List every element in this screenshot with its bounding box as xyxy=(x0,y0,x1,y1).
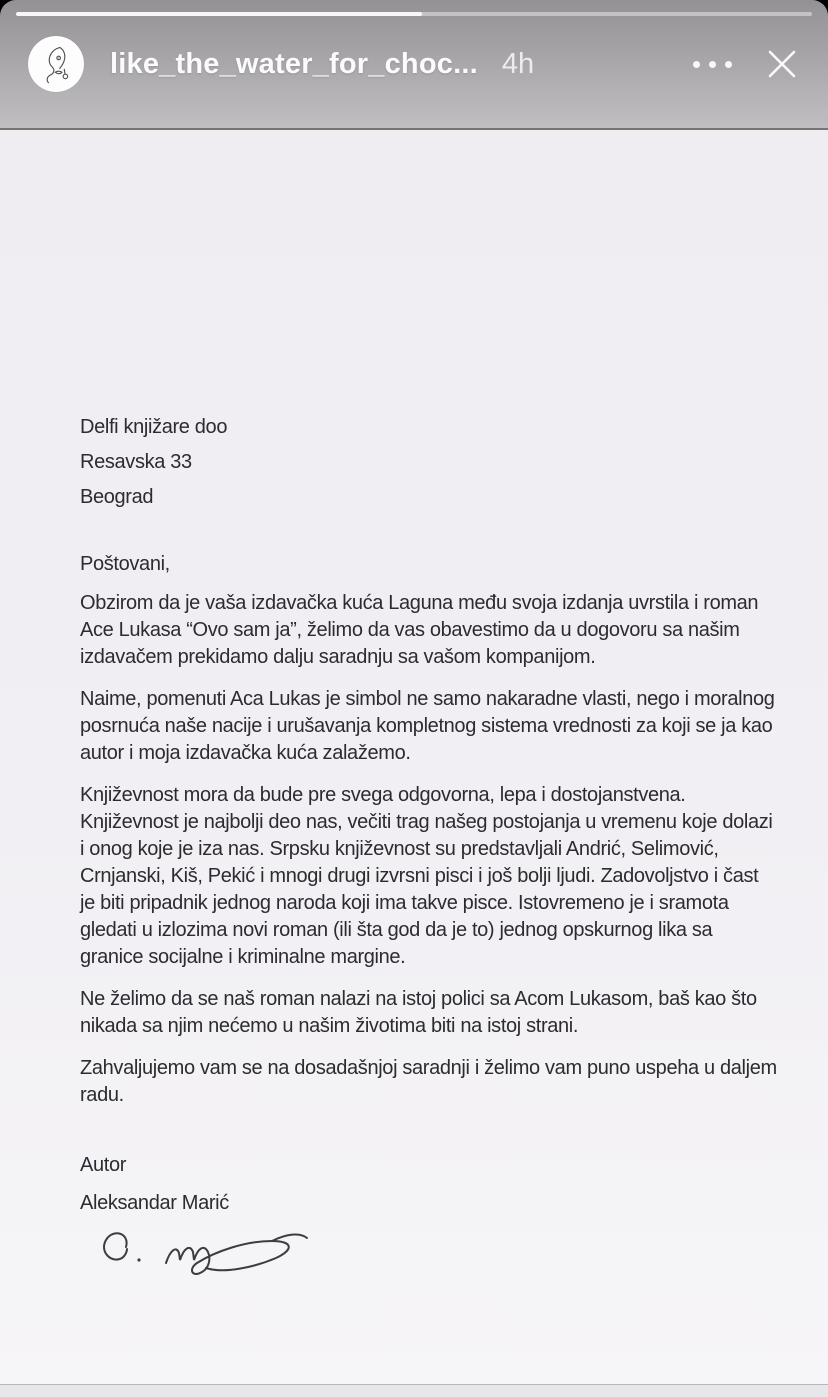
letter-paragraph: Ne želimo da se naš roman nalazi na istoj polici sa Acom Lukasom, baš kao što nikada sa njim nećemo u našim životima biti na istoj strani. xyxy=(80,988,757,1037)
recipient-line: Beograd xyxy=(80,486,154,508)
letter-paragraph: Obzirom da je vaša izdavačka kuća Laguna među svoja izdanja uvrstila i roman Ace Lukasa “Ovo sam ja”, želimo da vas obavestimo da u dogovoru sa našim izdavačem prekidamo dalju saradnju sa vašom kompanijom. xyxy=(80,592,759,668)
close-icon[interactable] xyxy=(762,44,802,84)
story-header xyxy=(0,0,828,128)
salutation: Poštovani, xyxy=(80,553,170,575)
letter-paragraph: Književnost mora da bude pre svega odgovorna, lepa i dostojanstvena. Književnost je najbolji deo nas, večiti trag našeg postojanja u vremenu koje dolazi i onog koje je iza nas. Srpsku književnost su predstavljali Andrić, Selimović, Crnjanski, Kiš, Pekić i mnogi drugi izvrsni pisci i još bolji ljudi. Zadovoljstvo i čast je biti pripadnik jednog naroda koji ima takve pisce. Istovremeno je i sramota gledati u izlozima novi roman (ili šta god da je to) jednog opskurnog lika sa granice socijalne i kriminalne margine. xyxy=(80,784,773,968)
signature xyxy=(94,1219,344,1285)
recipient-block xyxy=(80,414,778,511)
avatar[interactable] xyxy=(28,36,84,92)
recipient-line: Resavska 33 xyxy=(80,451,192,473)
letter-paragraph: Zahvaljujemo vam se na dosadašnjoj saradnji i želimo vam puno uspeha u daljem radu. xyxy=(80,1057,777,1106)
letter-document xyxy=(80,414,778,1124)
avatar-face-art xyxy=(35,41,77,87)
story-header-row xyxy=(28,34,802,94)
photo-bottom-edge xyxy=(0,1384,828,1397)
signoff-name: Aleksandar Marić xyxy=(80,1192,229,1214)
story-progress-fill xyxy=(16,12,422,16)
letter-paragraph: Naime, pomenuti Aca Lukas je simbol ne samo nakaradne vlasti, nego i moralnog posrnuća naše nacije i urušavanja kompletnog sistema vrednosti za koji se ja kao autor i moja izdavačka kuća zalažemo. xyxy=(80,688,775,764)
signoff-role: Autor xyxy=(80,1154,127,1176)
story-username[interactable]: like_the_water_for_choc... xyxy=(110,47,478,80)
letter-paper xyxy=(0,128,828,1385)
recipient-line: Delfi knjižare doo xyxy=(80,416,228,438)
signoff-block xyxy=(80,1152,344,1285)
more-options-icon[interactable] xyxy=(693,61,732,68)
story-timestamp: 4h xyxy=(501,47,535,80)
story-progress-bar[interactable] xyxy=(16,12,812,16)
